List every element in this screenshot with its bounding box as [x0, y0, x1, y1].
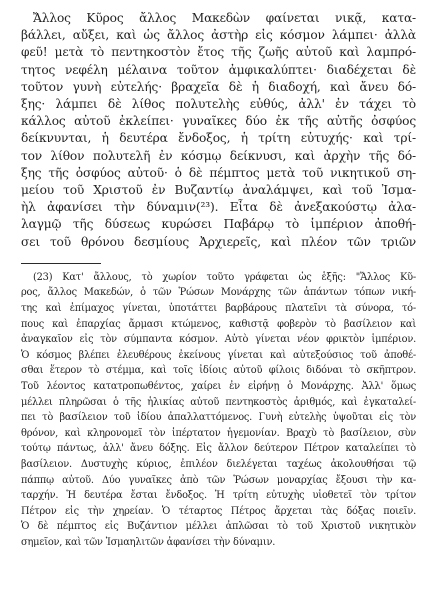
footnote-line: πάππῳ αὐτοῦ. Δύο γυναῖκες ἀπὸ τῶν Ῥώσων μοναρχίας ἔξουσι τὴν κα- — [21, 474, 416, 486]
text-line: δείκνυνται, ἡ δευτέρα ἔνδοξος, ἡ τρίτη εὐτυχής· καὶ τρί- — [21, 131, 416, 146]
text-line: τοῦτον γυνὴ εὐτελής· βραχεῖα δὲ ἡ διαδοχή, καὶ ἄνευ δό- — [21, 79, 416, 94]
footnote-line: Τοῦ λέοντος κατατροπωθέντος, χαίρει ἐν εἰρήνῃ ὁ Μονάρχης. Ἀλλ' ὅμως — [21, 381, 416, 392]
main-text-block — [21, 10, 416, 251]
footnote-line: (23) Κατ' ἄλλους, τὸ χωρίον τοῦτο γράφεται ὡς ἑξῆς: "Ἄλλος Κῦ- — [33, 271, 416, 283]
footnote-divider — [21, 263, 101, 264]
text-line: ὴλ ἀφανίσει τὴν δύναμιν(²³). Εἶτα δὲ ἀνεξακούστῳ ἀλα- — [21, 200, 416, 215]
text-line: ξης· λάμπει δὲ λίθος πολυτελὴς εὐθύς, ἀλλ' ἐν τάχει τὸ — [21, 97, 416, 112]
text-line: σει τοῦ θρόνου δεσμίους Ἀρχιερεῖς, καὶ πλέον τῶν τριῶν — [21, 234, 416, 249]
text-line: τητος νεφέλη μέλαινα τοῦτον ἀμφικαλύπτει· διαδέχεται δὲ — [21, 62, 416, 77]
footnote-line: πους καὶ ἐπαρχίας ἄρμασι κτώμενος, καθιστᾷ φοβερὸν τὸ βασίλειον καὶ — [21, 318, 416, 330]
text-line: τον λίθον πολυτελῆ ἐν κόσμῳ δείκνυσι, καὶ ἀρχὴν τῆς δό- — [21, 148, 416, 163]
footnote-line: Ὁ κόσμος βλέπει ἐλευθέρους ἐκείνους γίνεται καὶ αὐτεξούσιος τοῦ ἀποθέ- — [21, 349, 416, 361]
footnote-line: Πέτρον εἰς τὴν χηρείαν. Ὁ τέταρτος Πέτρος ἄρχεται τὰς δόξας ποιεῖν. — [21, 505, 416, 517]
text-line: λαγμῷ τῆς δύσεως κυρώσει Παβάρῳ τὸ ἱμπέριον ἀποθή- — [21, 217, 416, 232]
text-line: βάλλει, αὔξει, καὶ ὡς ἄλλος ἀστὴρ εἰς κόσμον λάμπει· ἀλλὰ — [21, 28, 416, 43]
footnote-line: βασίλειον. Δυστυχὴς κύριος, ἐπιλέον διελέγεται ταχέως ἀκολουθήσαι τῷ — [21, 458, 416, 470]
text-line: ξης τῆς ὀσφύος αὐτοῦ· ὁ δὲ πέμπτος μετὰ τοῦ νικητικοῦ ση- — [21, 165, 416, 180]
footnote-line: σθαι ἕτερον τὸ στέμμα, καὶ τοῖς ἰδίοις αὐτοῦ φίλοις διδόναι τὸ σκῆπτρον. — [21, 365, 416, 377]
text-line: φεῦ! μετὰ τὸ πεντηκοστὸν ἔτος τῆς ζωῆς αὐτοῦ καὶ λαμπρό- — [21, 45, 416, 60]
footnote-line: ταρχήν. Ἡ δευτέρα ἔσται ἔνδοξος. Ἡ τρίτη εὐτυχὴς υἱοθετεῖ τὸν τρίτον — [21, 490, 416, 502]
text-line: κάλλος αὐτοῦ ἐκλείπει· γυναῖκες δύο ἐκ τῆς αὐτῆς ὀσφύος — [21, 114, 416, 129]
text-line: Ἄλλος Κῦρος ἄλλος Μακεδὼν φαίνεται νικᾷ, κατα- — [33, 11, 416, 25]
text-line: μείου τοῦ Χριστοῦ ἐν Βυζαντίῳ ἀναλάμψει, καὶ τοῦ Ἰσμα- — [21, 183, 416, 198]
footnote-line: θρόνον, καὶ κληρονομεῖ τὸν ἱπέρτατον ἡγεμονίαν. Βραχὺ τὸ βασίλειον, σὺν — [21, 427, 416, 439]
footnote-line: σημεῖον, καὶ τῶν Ἰσμαηλιτῶν ἀφανίσει τὴν δύναμιν. — [21, 536, 276, 548]
footnote-line: της καὶ ἐπίμαχος γίνεται, ὑποτάττει βαρβάρους πλατεῖνι τὰ σύνορα, τό- — [21, 303, 416, 315]
footnote-line: Ὁ δὲ πέμπτος εἰς Βυζάντιον μέλλει ἀπλῶσαι τὸ τοῦ Χριστοῦ νικητικὸν — [21, 521, 416, 533]
footnote-line: τούτῳ πάντως, ἀλλ' ἄνευ δόξης. Εἰς ἄλλον δεύτερον Πέτρον καταλείπει τὸ — [21, 443, 416, 455]
footnote-line: ἀναγκαῖον εἰς τὸν σύμπαντα κόσμον. Αὐτὸ γίνεται νέον φρικτὸν ἱμπέριον. — [21, 334, 416, 346]
footnote-line: πει τὸ βασίλειον τοῦ ἰδίου ἀπαλλαττόμενος. Γυνὴ εὐτελὴς ὑψοῦται εἰς τὸν — [21, 412, 416, 424]
footnote-block — [21, 270, 416, 551]
footnote-line: ρος, ἄλλος Μακεδών, ὁ τῶν Ῥώσων Μονάρχης τῶν ἁπάντων τόπων νική- — [21, 287, 416, 299]
footnote-line: μέλλει πληρῶσαι ὁ τῆς ἡλικίας αὐτοῦ πεντηκοστὸς ἀριθμός, καὶ ἐγκαταλεί- — [21, 396, 416, 408]
